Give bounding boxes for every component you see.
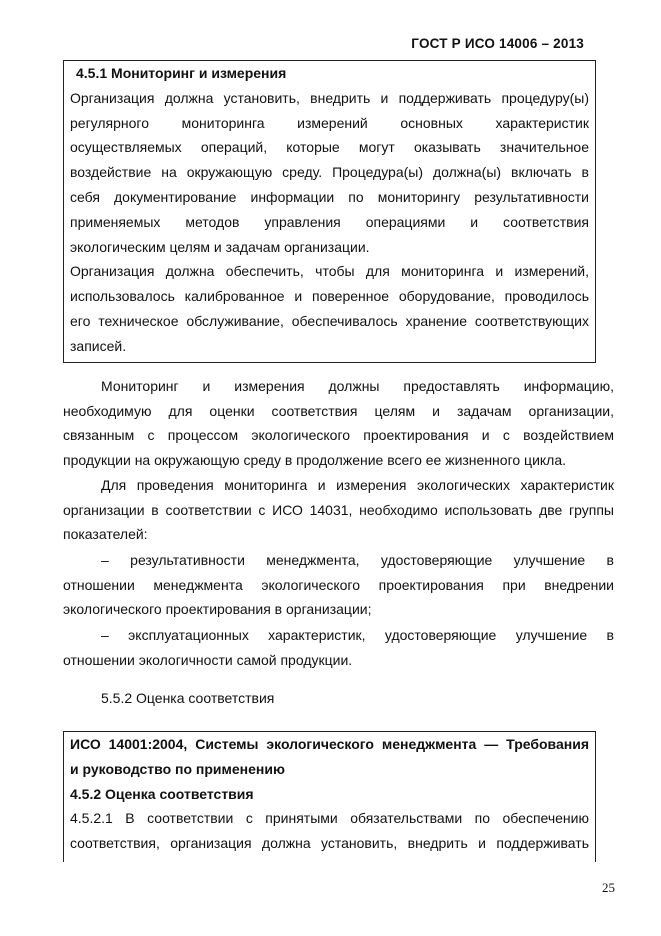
paragraph-line: экологического проектирования в организации;	[63, 601, 372, 618]
box-text-line: осуществляемых операций, которые могут оказывать значительное	[70, 139, 589, 156]
box-text-line: использовалось калиброванное и поверенное оборудование, проводилось	[70, 288, 589, 305]
paragraph-line: связанным с процессом экологического проектирования и с воздействием	[63, 427, 614, 444]
box-text-line: себя документирование информации по мониторингу результативности	[70, 188, 589, 205]
box-text-line: воздействие на окружающую среду. Процедура(ы) должна(ы) включать в	[70, 164, 589, 181]
box-title-line: и руководство по применению	[70, 760, 285, 777]
paragraph-line: отношении менеджмента экологического проектирования при внедрении	[63, 576, 614, 593]
paragraph-line: необходимую для оценки соответствия целям и задачам организации,	[63, 402, 614, 419]
list-item-management	[63, 548, 614, 622]
section-heading-5-5-2: 5.5.2 Оценка соответствия	[101, 690, 275, 706]
list-item-operational	[63, 623, 614, 672]
box-text-line: Организация должна обеспечить, чтобы для мониторинга и измерений,	[70, 263, 589, 280]
paragraph-line: организации в соответствии с ИСО 14031, необходимо использовать две группы	[63, 501, 614, 518]
box-text-line: его техническое обслуживание, обеспечивалось хранение соответствующих	[70, 312, 589, 329]
box-text-line: соответствия, организация должна установить, внедрить и поддерживать	[70, 835, 589, 852]
box-text-line: 4.5.2.1 В соответствии с принятыми обязательствами по обеспечению	[70, 810, 589, 827]
box-title: 4.5.1 Мониторинг и измерения	[76, 65, 287, 81]
box-text-line: Организация должна установить, внедрить и поддерживать процедуру(ы)	[70, 89, 589, 106]
box-text-line: записей.	[70, 337, 127, 354]
paragraph-line: – эксплуатационных характеристик, удостоверяющие улучшение в	[101, 627, 614, 643]
paragraph-line: отношении экологичности самой продукции.	[63, 651, 353, 668]
box-subtitle: 4.5.2 Оценка соответствия	[70, 785, 254, 802]
document-header: ГОСТ Р ИСО 14006 – 2013	[411, 36, 584, 51]
paragraph-line: показателей:	[63, 526, 148, 543]
box-text-line: регулярного мониторинга измерений основных характеристик	[70, 114, 589, 131]
box-text-line: экологическим целям и задачам организации.	[70, 238, 370, 255]
paragraph-monitoring-info	[63, 374, 614, 472]
paragraph-line: – результативности менеджмента, удостоверяющие улучшение в	[101, 552, 614, 568]
box-title-line: ИСО 14001:2004, Системы экологического менеджмента — Требования	[70, 736, 589, 752]
paragraph-indicators	[63, 473, 614, 547]
page-number: 25	[602, 880, 615, 895]
quoted-standard-box-4-5-2	[63, 731, 596, 862]
box-text-line: применяемых методов управления операциями и соответствия	[70, 213, 589, 230]
quoted-standard-box-4-5-1	[63, 60, 596, 363]
paragraph-line: продукции на окружающую среду в продолжение всего ее жизненного цикла.	[63, 451, 567, 468]
paragraph-line: Мониторинг и измерения должны предоставлять информацию,	[101, 378, 614, 394]
paragraph-line: Для проведения мониторинга и измерения экологических характеристик	[101, 477, 614, 493]
